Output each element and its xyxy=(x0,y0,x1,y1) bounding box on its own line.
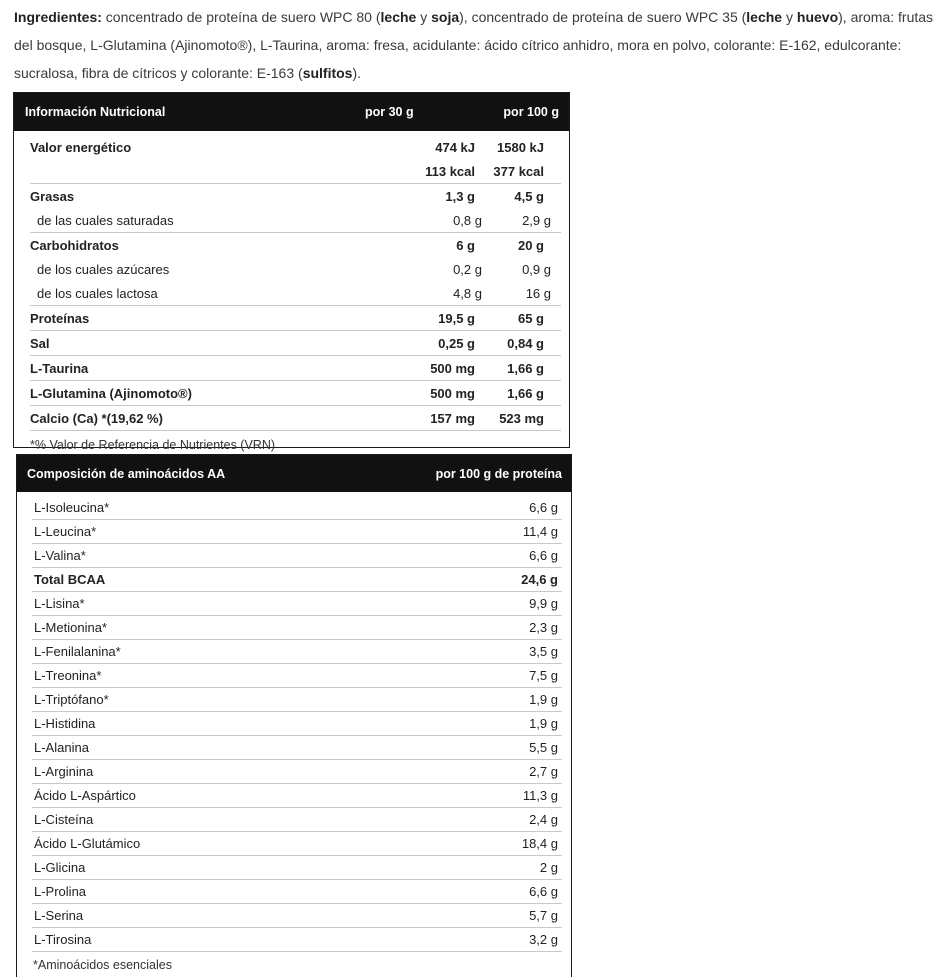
amino-row xyxy=(32,832,562,856)
amino-header xyxy=(17,455,571,492)
nutrient-name: Grasas xyxy=(30,188,75,204)
value-per-100g: 4,5 g xyxy=(514,188,544,204)
amino-acid-name: L-Fenilalanina* xyxy=(34,644,121,659)
value-per-100g: 523 mg xyxy=(499,410,544,426)
nutrition-group xyxy=(30,233,561,306)
nutrition-footnote: *% Valor de Referencia de Nutrientes (VRN) xyxy=(30,438,276,452)
nutrition-group xyxy=(30,184,561,233)
amino-body xyxy=(32,492,562,952)
nutrition-group xyxy=(30,135,561,184)
amino-row xyxy=(32,712,562,736)
amino-row xyxy=(32,736,562,760)
value-per-100g: 1,66 g xyxy=(507,360,544,376)
value-per-30g: 157 mg xyxy=(430,410,475,426)
nutrient-name: Valor energético xyxy=(30,139,132,155)
ingredients-fragment: concentrado de proteína de suero WPC 80 ( xyxy=(101,9,381,25)
nutrition-facts-table xyxy=(13,92,570,452)
value-per-30g: 0,25 g xyxy=(438,335,475,351)
amino-row xyxy=(32,616,562,640)
amino-acid-value: 2,7 g xyxy=(529,764,558,779)
amino-acid-name: L-Tirosina xyxy=(34,932,92,947)
amino-header-per-100g-protein: por 100 g de proteína xyxy=(435,466,562,481)
nutrition-group xyxy=(30,331,561,356)
value-per-100g: 1580 kJ xyxy=(497,139,544,155)
amino-acid-value: 11,3 g xyxy=(522,788,558,803)
amino-acid-value: 11,4 g xyxy=(522,524,558,539)
value-per-100g: 20 g xyxy=(517,237,544,253)
nutrient-name: Carbohidratos xyxy=(30,237,119,253)
amino-acid-name: L-Glicina xyxy=(34,860,86,875)
ingredients-fragment: y xyxy=(416,9,432,25)
amino-row xyxy=(32,520,562,544)
ingredients-fragment: y xyxy=(782,9,797,25)
value-per-30g: 500 mg xyxy=(430,360,475,376)
nutrition-row xyxy=(30,356,561,380)
value-per-100g: 1,66 g xyxy=(507,385,544,401)
amino-footnote: *Aminoácidos esenciales xyxy=(33,958,172,972)
value-per-100g: 0,9 g xyxy=(522,261,551,277)
amino-acid-value: 6,6 g xyxy=(529,548,558,563)
nutrition-row xyxy=(30,233,561,257)
allergen-text: sulfitos xyxy=(302,65,353,81)
nutrient-name: de las cuales saturadas xyxy=(37,212,174,228)
amino-acid-value: 6,6 g xyxy=(529,500,558,515)
value-per-30g: 1,3 g xyxy=(445,188,475,204)
amino-acid-value: 1,9 g xyxy=(529,716,558,731)
nutrition-header-per-100g: por 100 g xyxy=(503,105,559,119)
amino-acid-value: 2,4 g xyxy=(529,812,558,827)
value-per-30g: 6 g xyxy=(456,237,475,253)
value-per-30g: 4,8 g xyxy=(453,285,482,301)
ingredients-label: Ingredientes: xyxy=(14,9,102,25)
allergen-text: huevo xyxy=(796,9,839,25)
allergen-text: soja xyxy=(431,9,460,25)
amino-acid-name: L-Lisina* xyxy=(34,596,85,611)
ingredients-text xyxy=(14,9,933,81)
amino-acid-value: 24,6 g xyxy=(521,572,558,587)
nutrition-row xyxy=(30,257,561,281)
amino-row xyxy=(32,688,562,712)
nutrition-body xyxy=(30,131,561,431)
nutrition-row xyxy=(30,381,561,405)
nutrient-name: de los cuales azúcares xyxy=(37,261,170,277)
amino-acid-value: 9,9 g xyxy=(529,596,558,611)
amino-acid-value: 7,5 g xyxy=(529,668,558,683)
nutrition-header xyxy=(14,93,569,131)
value-per-100g: 16 g xyxy=(525,285,551,301)
amino-acid-value: 18,4 g xyxy=(521,836,558,851)
amino-row xyxy=(32,856,562,880)
amino-row xyxy=(32,592,562,616)
nutrition-header-per-30g: por 30 g xyxy=(365,105,414,119)
amino-acid-value: 5,7 g xyxy=(529,908,558,923)
nutrient-name: de los cuales lactosa xyxy=(37,285,158,301)
amino-acid-value: 3,2 g xyxy=(529,932,558,947)
amino-row xyxy=(32,760,562,784)
nutrition-group xyxy=(30,406,561,431)
value-per-30g: 0,2 g xyxy=(453,261,482,277)
nutrition-row xyxy=(30,281,561,305)
nutrition-row xyxy=(30,208,561,232)
nutrient-name: L-Glutamina (Ajinomoto®) xyxy=(30,385,192,401)
value-per-100g: 0,84 g xyxy=(507,335,544,351)
nutrient-name: Proteínas xyxy=(30,310,90,326)
amino-acid-name: L-Isoleucina* xyxy=(34,500,110,515)
amino-acid-name: L-Valina* xyxy=(34,548,86,563)
amino-acid-name: L-Histidina xyxy=(34,716,96,731)
amino-row xyxy=(32,928,562,952)
ingredients-fragment: ). xyxy=(352,65,362,81)
ingredients-fragment: ), concentrado de proteína de suero WPC 35 ( xyxy=(459,9,747,25)
amino-row xyxy=(32,880,562,904)
amino-acid-name: L-Metionina* xyxy=(34,620,107,635)
amino-acid-name: L-Cisteína xyxy=(34,812,94,827)
nutrition-group xyxy=(30,356,561,381)
amino-row xyxy=(32,808,562,832)
nutrient-name: Calcio (Ca) *(19,62 %) xyxy=(30,410,163,426)
amino-acid-name: Ácido L-Aspártico xyxy=(34,788,136,803)
amino-acid-name: Ácido L-Glutámico xyxy=(34,836,141,851)
nutrition-row xyxy=(30,331,561,355)
amino-acid-value: 3,5 g xyxy=(529,644,558,659)
nutrition-header-label: Información Nutricional xyxy=(25,105,166,119)
amino-header-label: Composición de aminoácidos AA xyxy=(27,466,226,481)
amino-acid-table xyxy=(16,454,572,977)
allergen-text: leche xyxy=(380,9,417,25)
amino-acid-value: 6,6 g xyxy=(529,884,558,899)
amino-acid-value: 5,5 g xyxy=(529,740,558,755)
nutrition-group xyxy=(30,306,561,331)
amino-acid-name: Total BCAA xyxy=(34,572,106,587)
amino-row xyxy=(32,784,562,808)
amino-acid-name: L-Serina xyxy=(34,908,84,923)
ingredients-fragment: ), aroma: frutas del bosque, L-Glutamina (Ajinomoto®), L-Taurina, aroma: fresa, acidulante: ácido cítrico anhidro, mora en polvo, colorante: E-162, edulcorante: sucralosa, fibra de cítricos y colorante: E-163 ( xyxy=(14,9,934,81)
value-per-100g: 65 g xyxy=(517,310,544,326)
nutrition-row xyxy=(30,306,561,330)
nutrition-row xyxy=(30,184,561,208)
value-per-100g: 2,9 g xyxy=(522,212,551,228)
amino-acid-name: L-Arginina xyxy=(34,764,94,779)
amino-row xyxy=(32,664,562,688)
amino-acid-value: 1,9 g xyxy=(529,692,558,707)
amino-acid-value: 2,3 g xyxy=(529,620,558,635)
amino-acid-name: L-Treonina* xyxy=(34,668,102,683)
nutrition-row xyxy=(30,159,561,183)
amino-acid-name: L-Prolina xyxy=(34,884,87,899)
amino-acid-value: 2 g xyxy=(539,860,558,875)
value-per-30g: 19,5 g xyxy=(438,310,475,326)
allergen-text: leche xyxy=(746,9,783,25)
amino-acid-name: L-Alanina xyxy=(34,740,89,755)
nutrient-name: Sal xyxy=(30,335,50,351)
amino-row xyxy=(32,640,562,664)
nutrition-group xyxy=(30,381,561,406)
value-per-30g: 113 kcal xyxy=(425,163,475,179)
amino-acid-name: L-Triptófano* xyxy=(34,692,109,707)
nutrition-row xyxy=(30,135,561,159)
value-per-30g: 474 kJ xyxy=(435,139,475,155)
nutrient-name: L-Taurina xyxy=(30,360,89,376)
amino-row xyxy=(32,904,562,928)
ingredients-paragraph xyxy=(14,3,936,87)
value-per-30g: 0,8 g xyxy=(453,212,482,228)
amino-row xyxy=(32,496,562,520)
amino-row xyxy=(32,568,562,592)
value-per-100g: 377 kcal xyxy=(493,163,544,179)
amino-acid-name: L-Leucina* xyxy=(34,524,97,539)
amino-row xyxy=(32,544,562,568)
value-per-30g: 500 mg xyxy=(430,385,475,401)
nutrition-row xyxy=(30,406,561,430)
